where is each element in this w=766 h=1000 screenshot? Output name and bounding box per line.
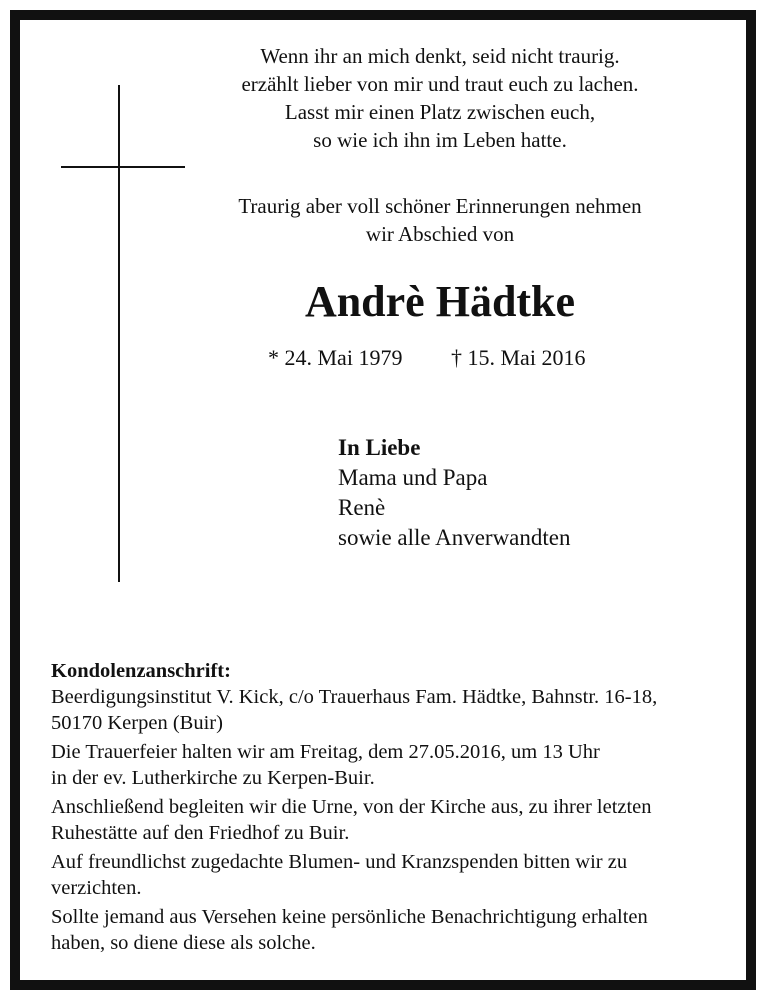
mourner-line: Mama und Papa bbox=[338, 465, 488, 490]
flowers-paragraph bbox=[51, 849, 741, 901]
paragraph-line: Anschließend begleiten wir die Urne, von der Kirche aus, zu ihrer letzten bbox=[51, 796, 652, 818]
paragraph-line: Auf freundlichst zugedachte Blumen- und Kranzspenden bitten wir zu bbox=[51, 851, 628, 873]
poem-line: Wenn ihr an mich denkt, seid nicht traurig. bbox=[260, 44, 620, 68]
paragraph-line: Die Trauerfeier halten wir am Freitag, dem 27.05.2016, um 13 Uhr bbox=[51, 741, 600, 763]
poem-line: Lasst mir einen Platz zwischen euch, bbox=[284, 100, 596, 124]
deceased-name: Andrè Hädtke bbox=[304, 277, 576, 326]
service-paragraph bbox=[51, 739, 741, 791]
birth-date: * 24. Mai 1979 bbox=[268, 345, 403, 370]
mourners bbox=[338, 433, 570, 553]
paragraph-line: haben, so diene diese als solche. bbox=[51, 932, 316, 954]
cross-horizontal-beam bbox=[61, 166, 185, 168]
obituary-frame bbox=[10, 10, 756, 990]
poem-line: erzählt lieber von mir und traut euch zu lachen. bbox=[241, 72, 639, 96]
death-date: † 15. Mai 2016 bbox=[451, 345, 586, 370]
mourners-heading: In Liebe bbox=[338, 435, 421, 460]
intro-line: wir Abschied von bbox=[365, 222, 515, 246]
paragraph-line: Ruhestätte auf den Friedhof zu Buir. bbox=[51, 822, 350, 844]
funeral-info bbox=[51, 658, 741, 956]
paragraph-line: Sollte jemand aus Versehen keine persönliche Benachrichtigung erhalten bbox=[51, 906, 648, 928]
intro-line: Traurig aber voll schöner Erinnerungen nehmen bbox=[238, 194, 642, 218]
mourner-line: Renè bbox=[338, 495, 386, 520]
address-line: 50170 Kerpen (Buir) bbox=[51, 712, 223, 734]
paragraph-line: in der ev. Lutherkirche zu Kerpen-Buir. bbox=[51, 767, 375, 789]
address-line: Beerdigungsinstitut V. Kick, c/o Trauerhaus Fam. Hädtke, Bahnstr. 16-18, bbox=[51, 686, 658, 708]
condolence-label: Kondolenzanschrift: bbox=[51, 660, 231, 682]
farewell-intro bbox=[170, 192, 710, 248]
paragraph-line: verzichten. bbox=[51, 877, 142, 899]
poem-line: so wie ich ihn im Leben hatte. bbox=[313, 128, 567, 152]
notification-paragraph bbox=[51, 904, 741, 956]
urn-paragraph bbox=[51, 794, 741, 846]
poem bbox=[190, 42, 690, 154]
cross-vertical-beam bbox=[118, 85, 120, 582]
condolence-address bbox=[51, 658, 741, 736]
mourner-line: sowie alle Anverwandten bbox=[338, 525, 571, 550]
